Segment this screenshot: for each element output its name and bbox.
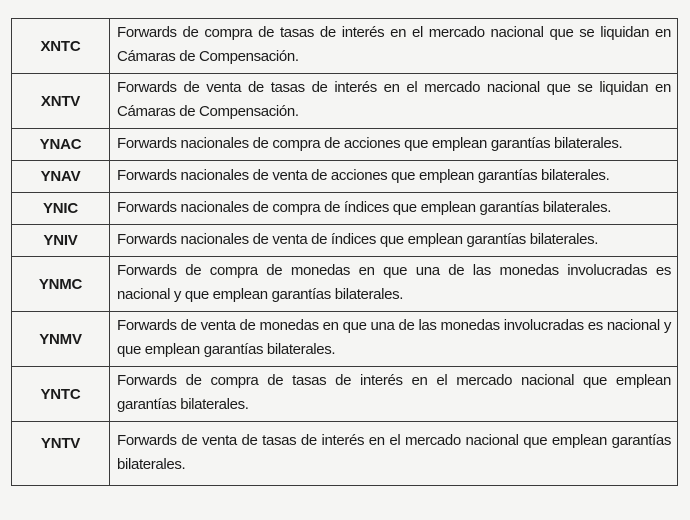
code-cell: XNTC	[12, 19, 110, 74]
code-cell: YNIV	[12, 225, 110, 257]
code-cell: XNTV	[12, 74, 110, 129]
code-cell: YNAV	[12, 161, 110, 193]
table-row	[12, 367, 678, 422]
description-cell: Forwards de venta de monedas en que una de las monedas involucradas es nacional y que emplean garantías bilaterales.	[110, 312, 678, 367]
description-cell: Forwards de venta de tasas de interés en el mercado nacional que se liquidan en Cámaras de Compensación.	[110, 74, 678, 129]
code-cell: YNTV	[12, 422, 110, 486]
table-row	[12, 74, 678, 129]
code-cell: YNAC	[12, 129, 110, 161]
description-cell: Forwards nacionales de venta de acciones que emplean garantías bilaterales.	[110, 161, 678, 193]
table-row	[12, 312, 678, 367]
description-cell: Forwards nacionales de compra de acciones que emplean garantías bilaterales.	[110, 129, 678, 161]
description-cell: Forwards de compra de tasas de interés en el mercado nacional que se liquidan en Cámaras de Compensación.	[110, 19, 678, 74]
table-row	[12, 129, 678, 161]
code-cell: YNMV	[12, 312, 110, 367]
code-cell: YNTC	[12, 367, 110, 422]
description-cell: Forwards de venta de tasas de interés en el mercado nacional que emplean garantías bilaterales.	[110, 422, 678, 486]
table-row	[12, 19, 678, 74]
description-cell: Forwards de compra de tasas de interés en el mercado nacional que emplean garantías bilaterales.	[110, 367, 678, 422]
code-cell: YNIC	[12, 193, 110, 225]
description-cell: Forwards de compra de monedas en que una de las monedas involucradas es nacional y que emplean garantías bilaterales.	[110, 257, 678, 312]
codes-table	[11, 18, 678, 486]
description-cell: Forwards nacionales de venta de índices que emplean garantías bilaterales.	[110, 225, 678, 257]
code-cell: YNMC	[12, 257, 110, 312]
table-row	[12, 225, 678, 257]
description-cell: Forwards nacionales de compra de índices que emplean garantías bilaterales.	[110, 193, 678, 225]
table-row	[12, 161, 678, 193]
table-row	[12, 193, 678, 225]
table-row	[12, 422, 678, 486]
table-row	[12, 257, 678, 312]
